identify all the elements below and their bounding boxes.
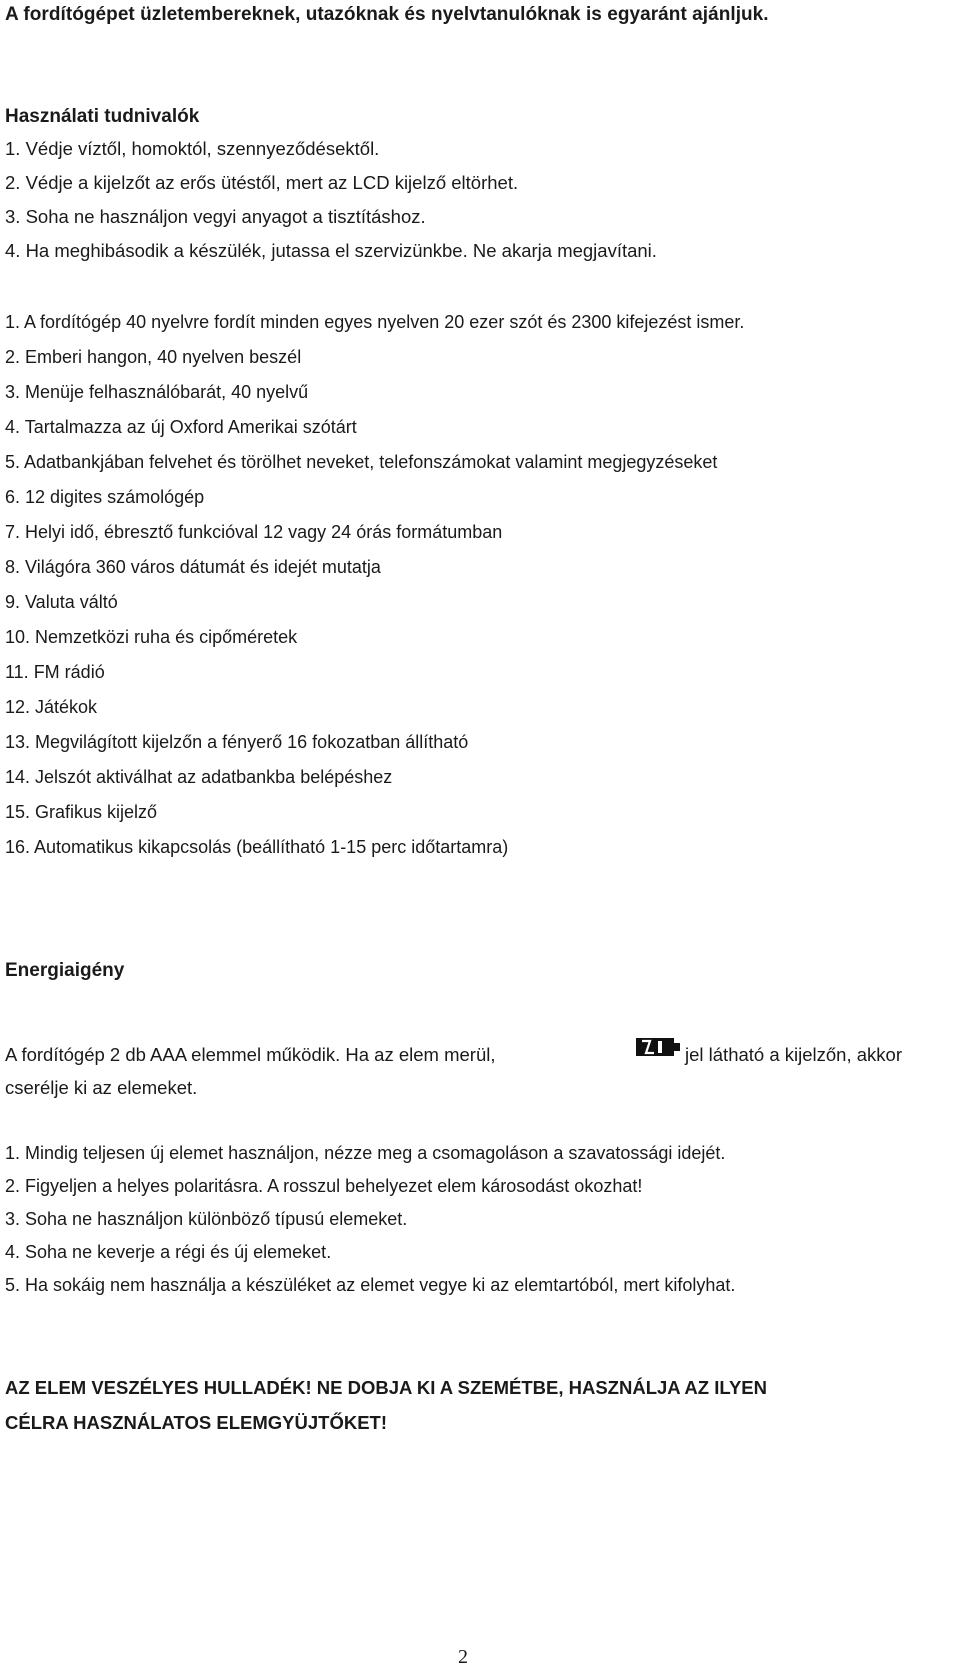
feature-item: 8. Világóra 360 város dátumát és idejét mutatja (5, 557, 381, 577)
feature-item: 15. Grafikus kijelző (5, 802, 158, 822)
warning-line-2: CÉLRA HASZNÁLATOS ELEMGYÜJTŐKET! (5, 1412, 387, 1433)
intro-text: A fordítógépet üzletembereknek, utazóknak és nyelvtanulóknak is egyaránt ajánljuk. (5, 4, 769, 25)
battery-item: 2. Figyeljen a helyes polaritásra. A rosszul behelyezet elem károsodást okozhat! (5, 1176, 643, 1196)
energy-text-after-icon: jel látható a kijelzőn, akkor (685, 1044, 902, 1065)
feature-item: 1. A fordítógép 40 nyelvre fordít minden egyes nyelven 20 ezer szót és 2300 kifejezést ismer. (5, 312, 745, 332)
feature-item: 11. FM rádió (5, 662, 105, 682)
feature-item: 10. Nemzetközi ruha és cipőméretek (5, 627, 298, 647)
energy-text-line2: cserélje ki az elemeket. (5, 1077, 198, 1098)
usage-item: 2. Védje a kijelzőt az erős ütéstől, mert az LCD kijelző eltörhet. (5, 172, 519, 193)
feature-item: 6. 12 digites számológép (5, 487, 205, 507)
page-number: 2 (458, 1646, 468, 1668)
feature-item: 3. Menüje felhasználóbarát, 40 nyelvű (5, 382, 309, 402)
warning-line-1: AZ ELEM VESZÉLYES HULLADÉK! NE DOBJA KI A SZEMÉTBE, HASZNÁLJA AZ ILYEN (5, 1377, 767, 1398)
low-battery-icon (636, 1038, 680, 1056)
feature-item: 14. Jelszót aktiválhat az adatbankba belépéshez (5, 767, 393, 787)
feature-item: 16. Automatikus kikapcsolás (beállítható 1-15 perc időtartamra) (5, 837, 509, 857)
feature-item: 13. Megvilágított kijelzőn a fényerő 16 fokozatban állítható (5, 732, 469, 752)
feature-item: 2. Emberi hangon, 40 nyelven beszél (5, 347, 302, 367)
usage-heading: Használati tudnivalók (5, 106, 200, 127)
energy-text-before-icon: A fordítógép 2 db AAA elemmel működik. Ha az elem merül, (5, 1044, 496, 1065)
usage-item: 4. Ha meghibásodik a készülék, jutassa el szervizünkbe. Ne akarja megjavítani. (5, 240, 657, 261)
feature-item: 12. Játékok (5, 697, 98, 717)
usage-item: 1. Védje víztől, homoktól, szennyeződésektől. (5, 138, 380, 159)
battery-item: 5. Ha sokáig nem használja a készüléket az elemet vegye ki az elemtartóból, mert kifolyhat. (5, 1275, 736, 1295)
battery-item: 1. Mindig teljesen új elemet használjon, nézze meg a csomagoláson a szavatossági idejét. (5, 1143, 726, 1163)
feature-item: 5. Adatbankjában felvehet és törölhet neveket, telefonszámokat valamint megjegyzéseket (5, 452, 718, 472)
feature-item: 4. Tartalmazza az új Oxford Amerikai szótárt (5, 417, 357, 437)
feature-item: 9. Valuta váltó (5, 592, 118, 612)
feature-item: 7. Helyi idő, ébresztő funkcióval 12 vagy 24 órás formátumban (5, 522, 503, 542)
battery-item: 3. Soha ne használjon különböző típusú elemeket. (5, 1209, 408, 1229)
energy-heading: Energiaigény (5, 960, 125, 981)
battery-item: 4. Soha ne keverje a régi és új elemeket. (5, 1242, 332, 1262)
usage-item: 3. Soha ne használjon vegyi anyagot a tisztításhoz. (5, 206, 426, 227)
